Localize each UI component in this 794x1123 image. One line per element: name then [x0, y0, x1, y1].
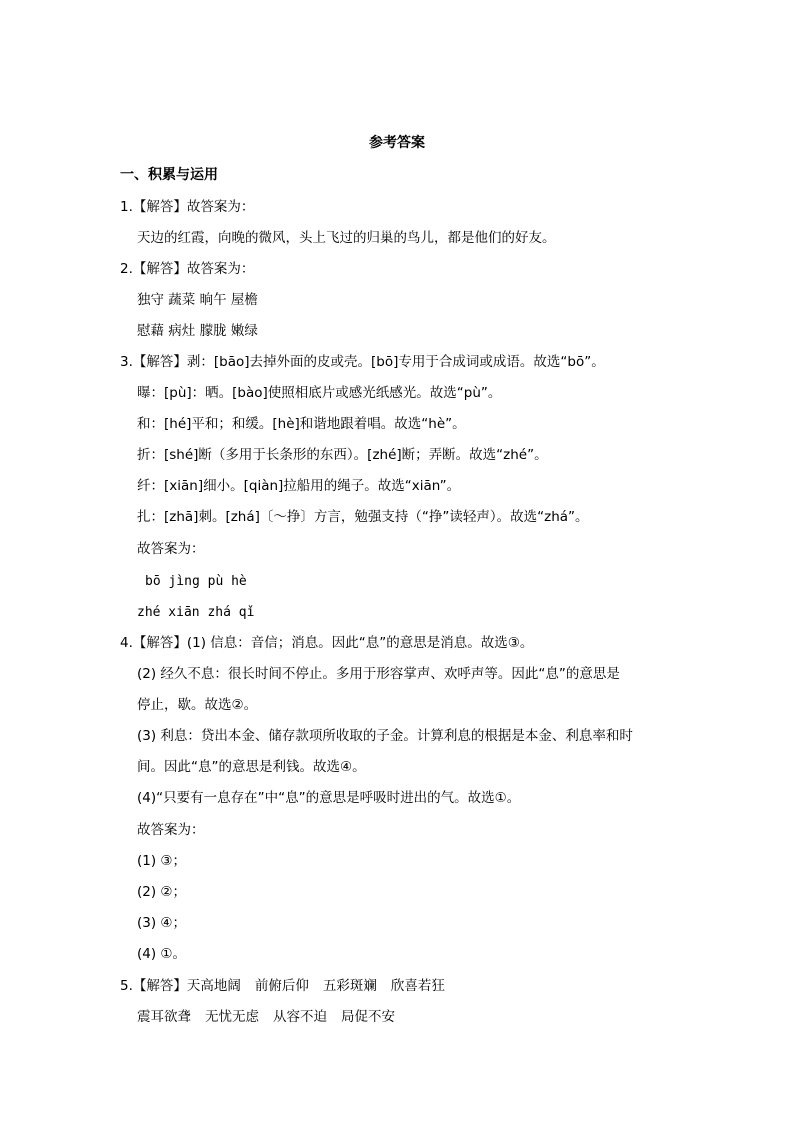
q3-line-6: 故答案为： [137, 541, 205, 557]
q5-word-8: 局促不安 [341, 1009, 395, 1025]
q5-line-2 [137, 1008, 395, 1026]
q4-line-5: (4)“只要有一息存在”中“息”的意思是呼吸时进出的气。故选①。 [137, 790, 521, 806]
q5-word-6: 无忧无虑 [205, 1009, 259, 1025]
q4-line-3: (3) 利息：贷出本金、储存款项所收取的子金。计算利息的根据是本金、利息率和时 [137, 728, 633, 744]
q4-line-6: 故答案为： [137, 822, 205, 838]
q4-head: 4.【解答】(1) 信息：音信；消息。因此“息”的意思是消息。故选③。 [120, 635, 534, 651]
q3-line-5: 扎：[zhā]刺。[zhá]〔～挣〕方言，勉强支持（“挣”读轻声）。故选“zhá”。 [137, 509, 589, 525]
q5-word-7: 从容不迫 [273, 1009, 327, 1025]
q5-word-2: 前俯后仰 [254, 978, 309, 994]
q4-line-1: (2) 经久不息：很长时间不停止。多用于形容掌声、欢呼声等。因此“息”的意思是 [137, 666, 620, 682]
q3-pinyin-1: bō jìng pù hè [145, 574, 247, 589]
q5-head: 5.【解答】天高地阔 [120, 978, 241, 994]
q5-word-4: 欣喜若狂 [390, 978, 445, 994]
page-title: 参考答案 [369, 135, 425, 151]
q4-answer-3: (3) ④； [137, 915, 187, 931]
q1-head: 1.【解答】故答案为： [120, 199, 255, 215]
q4-answer-1: (1) ③； [137, 853, 187, 869]
q3-line-3: 折：[shé]断（多用于长条形的东西）。[zhé]断；弄断。故选“zhé”。 [137, 447, 548, 463]
q2-answer-line-2: 慰藉 病灶 朦胧 嫩绿 [137, 323, 258, 339]
q5-word-3: 五彩斑斓 [322, 978, 377, 994]
q4-answer-4: (4) ①。 [137, 946, 187, 962]
q3-line-2: 和：[hé]平和；和缓。[hè]和谐地跟着唱。故选“hè”。 [137, 416, 466, 432]
q5-word-5: 震耳欲聋 [137, 1009, 191, 1025]
q4-line-4: 间。因此“息”的意思是利钱。故选④。 [137, 759, 366, 775]
q3-line-1: 曝：[pù]：晒。[bào]使照相底片或感光纸感光。故选“pù”。 [137, 385, 502, 401]
q3-line-4: 纤：[xiān]细小。[qiàn]拉船用的绳子。故选“xiān”。 [137, 478, 461, 494]
q4-line-2: 停止，歇。故选②。 [137, 697, 258, 713]
section-heading: 一、积累与运用 [120, 167, 218, 183]
q3-pinyin-2: zhé xiān zhá qǐ [137, 605, 255, 620]
q1-answer: 天边的红霞，向晚的微风，头上飞过的归巢的鸟儿，都是他们的好友。 [137, 230, 556, 246]
q2-head: 2.【解答】故答案为： [120, 261, 255, 277]
q5-line-1 [120, 977, 445, 995]
q2-answer-line-1: 独守 蔬菜 晌午 屋檐 [137, 292, 258, 308]
q3-head: 3.【解答】剥：[bāo]去掉外面的皮或壳。[bō]专用于合成词或成语。故选“bō”。 [120, 354, 605, 370]
q4-answer-2: (2) ②； [137, 884, 187, 900]
